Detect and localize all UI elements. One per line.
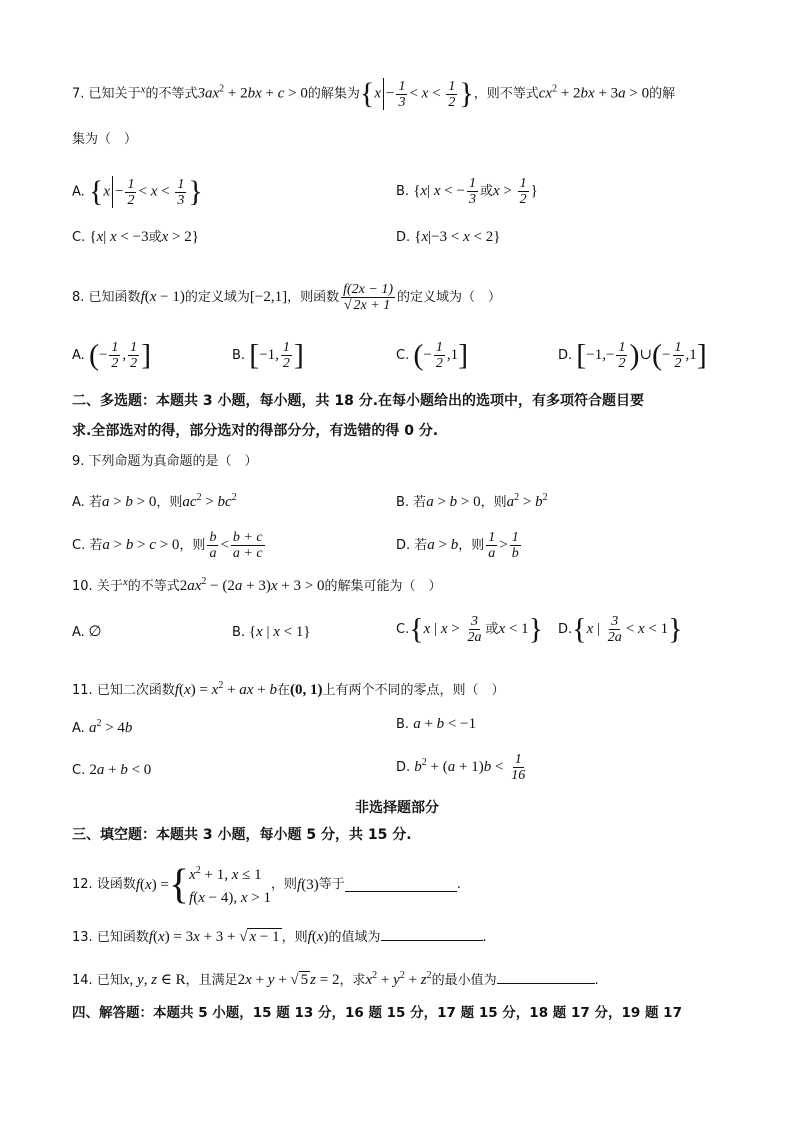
q12-stem: 12. 设函数 f ( x ) = { $x^2 + 1$, x ≤ 1 f(x − 4), x > 1 ，则 f (3) 等于 . <box>72 862 461 908</box>
q11-option-a: A. $a^2 > 4b$ <box>72 718 133 736</box>
q8-option-b: B. [−1, $\frac{1}{2}$ ] <box>232 338 304 372</box>
q8-option-d: D. [−1,− $\frac{1}{2}$ )∪(− $\frac{1}{2}$ ,1] <box>558 338 707 372</box>
q14-answer-blank[interactable] <box>497 971 595 984</box>
q13-number: 13. <box>72 930 93 945</box>
section2-heading-line2: 求.全部选对的得，部分选对的得部分分，有选错的得 0 分. <box>72 423 439 439</box>
q12-number: 12. <box>72 877 93 892</box>
q9-option-d: D. 若a > b，则 $\frac{1}{a}$ > $\frac{1}{b}$ <box>396 530 519 561</box>
q8-stem: 8. 已知函数f(x − 1)的定义域为[−2,1]，则函数 $\frac{f(2x - 1)}{√ 2x + 1}$ 的定义域为（ ） <box>72 282 501 313</box>
q13-stem: 13. 已知函数f(x) = 3x + 3 + √ x − 1 ，则f(x)的值域为 . <box>72 929 487 945</box>
q7-number: 7. <box>72 86 85 102</box>
q11-stem: 11. 已知二次函数$f(x) = x^2$ + ax + b在(0, 1)上有两个不同的零点，则（ ） <box>72 680 505 698</box>
q9-option-a: A. 若a > b > 0，则$ac^2 > bc^2$ <box>72 492 237 510</box>
q8-option-a: A. (− $\frac{1}{2}$ , $\frac{1}{2}$ ] <box>72 338 152 372</box>
q10-option-b: B. {x | x < 1} <box>232 624 311 640</box>
q7-stem-line2: 集为（ ） <box>72 132 138 147</box>
q8-number: 8. <box>72 290 85 305</box>
q10-option-d: D.{x | $\frac{3}{2a}$ < x < 1} <box>558 612 683 646</box>
q14-stem: 14. 已知x, y, z ∈ R，且满足2x + y + √ 5 z = 2，求$x^2 + y^2 + z^2$的最小值为 . <box>72 970 599 988</box>
q11-option-c: C. 2a + b < 0 <box>72 762 152 778</box>
q10-stem: 10. 关于$^x$的不等式$2ax^2 - (2a + 3)x + 3 > 0$的解集可能为（ ） <box>72 576 442 594</box>
q10-option-c: C.{x | x > $\frac{3}{2a}$ 或x < 1} <box>396 612 544 646</box>
q13-answer-blank[interactable] <box>381 928 483 941</box>
q10-option-a: A. ∅ <box>72 624 102 640</box>
q7-option-a: A. {x − $\frac{1}{2}$ < x < $\frac{1}{3}$ } <box>72 175 203 208</box>
nonchoice-heading: 非选择题部分 <box>355 800 439 816</box>
q7-option-c: C. {x| x < −3或x > 2} <box>72 229 199 245</box>
q9-option-c: C. 若a > b > c > 0，则 $\frac{b}{a}$ < $\frac{b + c}{a + c}$ <box>72 530 263 561</box>
q8-option-c: C. (− $\frac{1}{2}$ ,1] <box>396 338 469 372</box>
q14-number: 14. <box>72 973 93 988</box>
q9-option-b: B. 若a > b > 0，则$a^2 > b^2$ <box>396 492 548 510</box>
q11-number: 11. <box>72 683 93 698</box>
section4-heading: 四、解答题：本题共 5 小题，15 题 13 分，16 题 15 分，17 题 15 分，18 题 17 分，19 题 17 <box>72 1005 682 1021</box>
q7-stem-line1: 7. 已知关于$^x$的不等式$3ax^2 + 2bx + c > 0$的解集为{x − $\frac{1}{3}$ < x < $\frac{1}{2}$ }，则不等式$cx^2 + 2bx + 3a > 0$的解 <box>72 77 676 110</box>
section3-heading: 三、填空题：本题共 3 小题，每小题 5 分，共 15 分. <box>72 827 412 843</box>
q12-answer-blank[interactable] <box>345 879 457 892</box>
q7-option-d: D. {x|−3 < x < 2} <box>396 229 501 245</box>
q7-option-b: B. {x| x < − $\frac{1}{3}$ 或x > $\frac{1}{2}$ } <box>396 176 538 207</box>
q10-number: 10. <box>72 579 93 594</box>
section2-heading-line1: 二、多选题：本题共 3 小题，每小题，共 18 分.在每小题给出的选项中，有多项符合题目要 <box>72 393 645 409</box>
q11-option-b: B. a + b < −1 <box>396 716 477 732</box>
q11-option-d: D. $b^2 + (a + 1)b$ < $\frac{1}{16}$ <box>396 752 526 783</box>
q9-stem: 9. 下列命题为真命题的是（ ） <box>72 454 258 469</box>
